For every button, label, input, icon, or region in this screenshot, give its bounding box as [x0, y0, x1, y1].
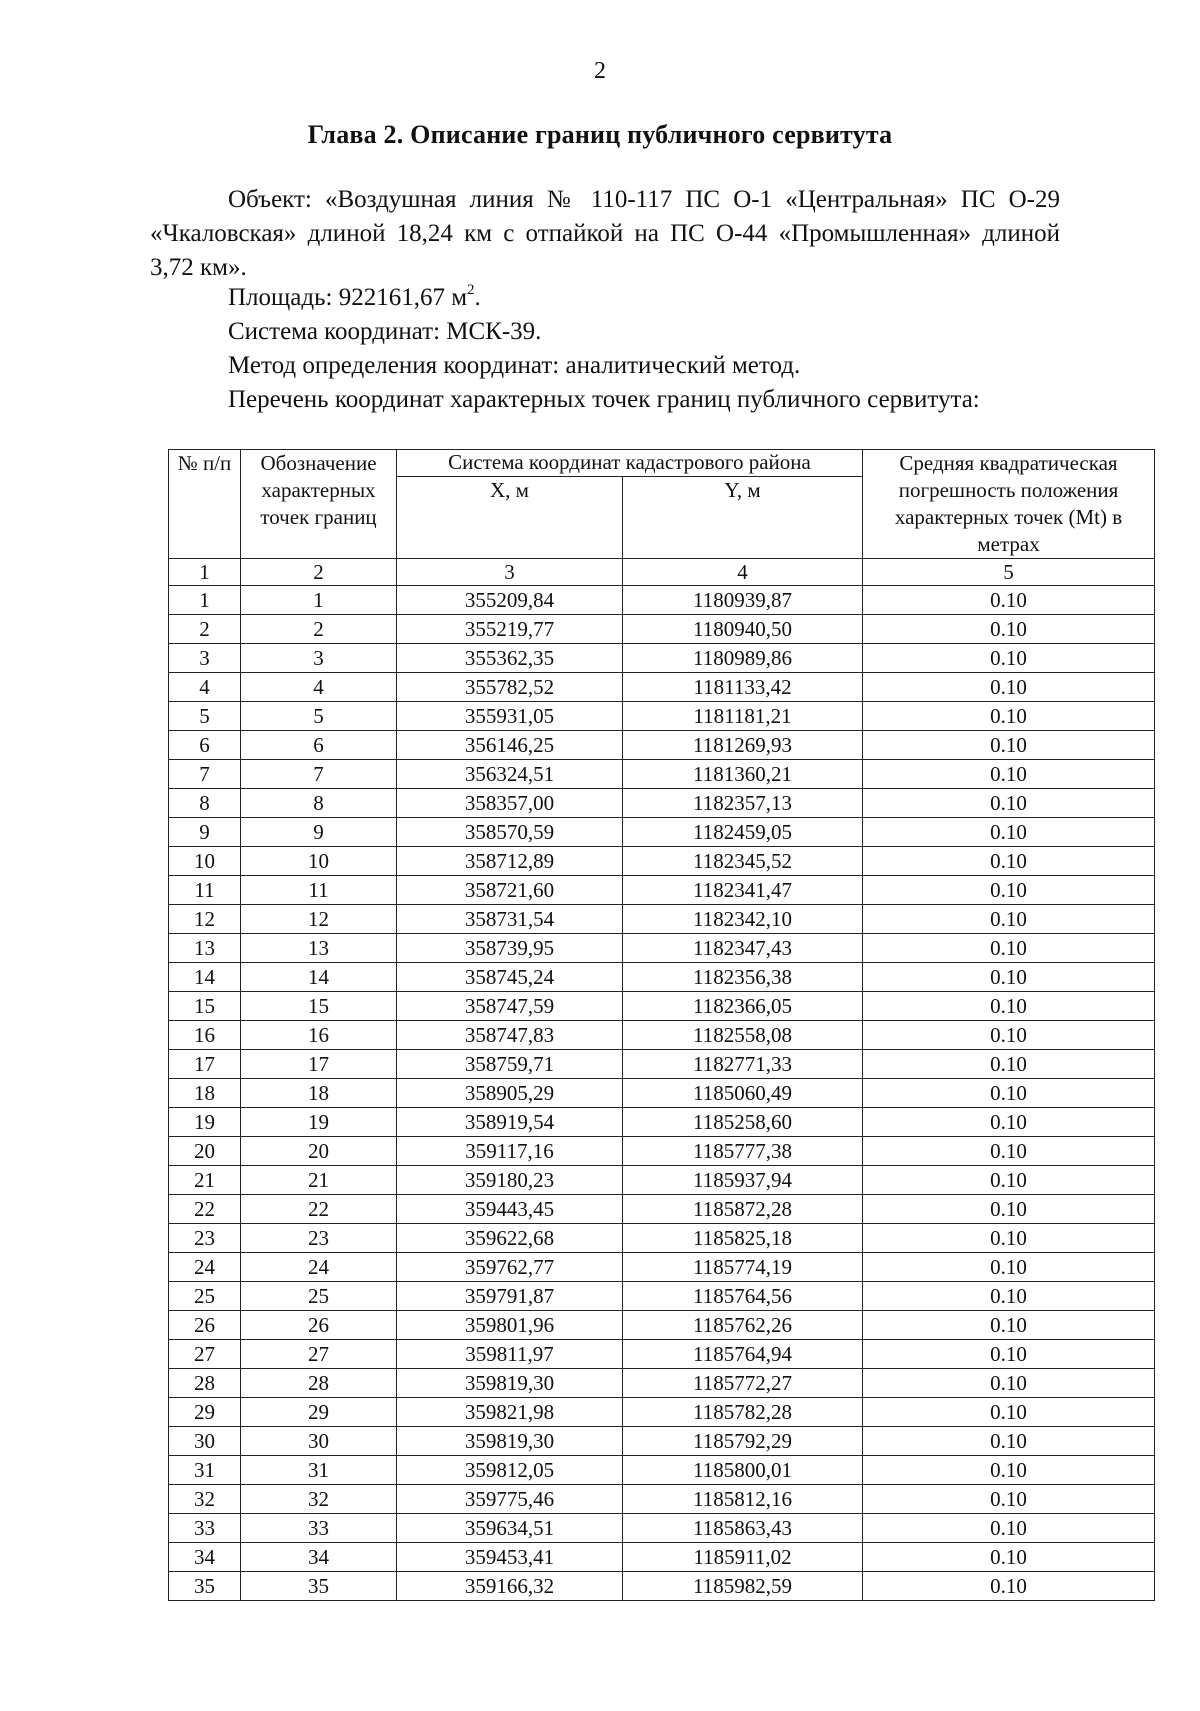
- y-coordinate: 1181133,42: [623, 673, 863, 702]
- row-number: 21: [169, 1166, 241, 1195]
- row-number: 34: [169, 1543, 241, 1572]
- mt-error: 0.10: [863, 847, 1155, 876]
- x-coordinate: 358712,89: [397, 847, 623, 876]
- x-coordinate: 356146,25: [397, 731, 623, 760]
- y-coordinate: 1182342,10: [623, 905, 863, 934]
- y-coordinate: 1185872,28: [623, 1195, 863, 1224]
- x-coordinate: 359801,96: [397, 1311, 623, 1340]
- point-designation: 32: [241, 1485, 397, 1514]
- table-row: [169, 876, 1155, 905]
- table-row: [169, 847, 1155, 876]
- point-designation: 14: [241, 963, 397, 992]
- y-coordinate: 1181181,21: [623, 702, 863, 731]
- mt-error: 0.10: [863, 586, 1155, 615]
- row-number: 32: [169, 1485, 241, 1514]
- x-coordinate: 358747,59: [397, 992, 623, 1021]
- y-coordinate: 1185777,38: [623, 1137, 863, 1166]
- x-coordinate: 359819,30: [397, 1427, 623, 1456]
- column-number: 4: [623, 559, 863, 586]
- x-coordinate: 358731,54: [397, 905, 623, 934]
- table-row: [169, 586, 1155, 615]
- point-designation: 26: [241, 1311, 397, 1340]
- point-designation: 17: [241, 1050, 397, 1079]
- area-label: Площадь: 922161,67 м: [228, 284, 468, 311]
- x-coordinate: 359811,97: [397, 1340, 623, 1369]
- point-designation: 30: [241, 1427, 397, 1456]
- row-number: 28: [169, 1369, 241, 1398]
- mt-error: 0.10: [863, 934, 1155, 963]
- table-row: [169, 1021, 1155, 1050]
- y-coordinate: 1185774,19: [623, 1253, 863, 1282]
- x-coordinate: 358721,60: [397, 876, 623, 905]
- y-coordinate: 1182347,43: [623, 934, 863, 963]
- table-row: [169, 1195, 1155, 1224]
- y-coordinate: 1185060,49: [623, 1079, 863, 1108]
- row-number: 20: [169, 1137, 241, 1166]
- mt-error: 0.10: [863, 702, 1155, 731]
- y-coordinate: 1185762,26: [623, 1311, 863, 1340]
- row-number: 27: [169, 1340, 241, 1369]
- mt-error: 0.10: [863, 992, 1155, 1021]
- table-row: [169, 1253, 1155, 1282]
- mt-error: 0.10: [863, 1340, 1155, 1369]
- mt-error: 0.10: [863, 644, 1155, 673]
- y-coordinate: 1185764,94: [623, 1340, 863, 1369]
- row-number: 8: [169, 789, 241, 818]
- table-row: [169, 1485, 1155, 1514]
- row-number: 2: [169, 615, 241, 644]
- table-row: [169, 818, 1155, 847]
- header-designation: Обозначение характерных точек границ: [241, 450, 397, 559]
- point-designation: 20: [241, 1137, 397, 1166]
- point-designation: 10: [241, 847, 397, 876]
- x-coordinate: 359812,05: [397, 1456, 623, 1485]
- table-row: [169, 760, 1155, 789]
- row-number: 17: [169, 1050, 241, 1079]
- area-unit-superscript: 2: [467, 282, 475, 298]
- table-row: [169, 992, 1155, 1021]
- point-designation: 7: [241, 760, 397, 789]
- y-coordinate: 1182771,33: [623, 1050, 863, 1079]
- area-line: [228, 284, 481, 312]
- x-coordinate: 359180,23: [397, 1166, 623, 1195]
- y-coordinate: 1185911,02: [623, 1543, 863, 1572]
- row-number: 24: [169, 1253, 241, 1282]
- point-designation: 19: [241, 1108, 397, 1137]
- row-number: 7: [169, 760, 241, 789]
- mt-error: 0.10: [863, 1369, 1155, 1398]
- column-number: 2: [241, 559, 397, 586]
- mt-error: 0.10: [863, 1456, 1155, 1485]
- table-row: [169, 1514, 1155, 1543]
- table-body: [169, 586, 1155, 1601]
- mt-error: 0.10: [863, 1195, 1155, 1224]
- mt-error: 0.10: [863, 615, 1155, 644]
- mt-error: 0.10: [863, 1021, 1155, 1050]
- row-number: 5: [169, 702, 241, 731]
- point-designation: 13: [241, 934, 397, 963]
- mt-error: 0.10: [863, 1572, 1155, 1601]
- x-coordinate: 355782,52: [397, 673, 623, 702]
- y-coordinate: 1180939,87: [623, 586, 863, 615]
- table-row: [169, 1137, 1155, 1166]
- y-coordinate: 1185812,16: [623, 1485, 863, 1514]
- table-row: [169, 702, 1155, 731]
- point-designation: 33: [241, 1514, 397, 1543]
- row-number: 25: [169, 1282, 241, 1311]
- point-designation: 28: [241, 1369, 397, 1398]
- row-number: 15: [169, 992, 241, 1021]
- table-row: [169, 731, 1155, 760]
- x-coordinate: 359634,51: [397, 1514, 623, 1543]
- mt-error: 0.10: [863, 1398, 1155, 1427]
- row-number: 16: [169, 1021, 241, 1050]
- x-coordinate: 355362,35: [397, 644, 623, 673]
- mt-error: 0.10: [863, 1166, 1155, 1195]
- mt-error: 0.10: [863, 1282, 1155, 1311]
- coordinate-system: Система координат: МСК-39.: [228, 318, 542, 345]
- row-number: 12: [169, 905, 241, 934]
- table-row: [169, 1311, 1155, 1340]
- coordinate-list-heading: Перечень координат характерных точек границ публичного сервитута:: [228, 386, 980, 413]
- row-number: 26: [169, 1311, 241, 1340]
- x-coordinate: 359762,77: [397, 1253, 623, 1282]
- row-number: 1: [169, 586, 241, 615]
- table-row: [169, 644, 1155, 673]
- mt-error: 0.10: [863, 1137, 1155, 1166]
- chapter-title: Глава 2. Описание границ публичного сервитута: [307, 120, 893, 149]
- table-row: [169, 1340, 1155, 1369]
- table-row: [169, 673, 1155, 702]
- row-number: 6: [169, 731, 241, 760]
- x-coordinate: 358357,00: [397, 789, 623, 818]
- table-row: [169, 1572, 1155, 1601]
- table-row: [169, 1369, 1155, 1398]
- row-number: 30: [169, 1427, 241, 1456]
- table-row: [169, 1282, 1155, 1311]
- point-designation: 25: [241, 1282, 397, 1311]
- header-coord-system: Система координат кадастрового района: [397, 450, 863, 477]
- y-coordinate: 1185937,94: [623, 1166, 863, 1195]
- row-number: 10: [169, 847, 241, 876]
- row-number: 29: [169, 1398, 241, 1427]
- row-number: 31: [169, 1456, 241, 1485]
- mt-error: 0.10: [863, 1514, 1155, 1543]
- row-number: 33: [169, 1514, 241, 1543]
- header-num: № п/п: [169, 450, 241, 559]
- row-number: 14: [169, 963, 241, 992]
- y-coordinate: 1181360,21: [623, 760, 863, 789]
- column-number: 5: [863, 559, 1155, 586]
- point-designation: 11: [241, 876, 397, 905]
- point-designation: 18: [241, 1079, 397, 1108]
- row-number: 3: [169, 644, 241, 673]
- point-designation: 12: [241, 905, 397, 934]
- mt-error: 0.10: [863, 1253, 1155, 1282]
- row-number: 18: [169, 1079, 241, 1108]
- table-row: [169, 789, 1155, 818]
- mt-error: 0.10: [863, 1050, 1155, 1079]
- y-coordinate: 1185825,18: [623, 1224, 863, 1253]
- point-designation: 24: [241, 1253, 397, 1282]
- x-coordinate: 359443,45: [397, 1195, 623, 1224]
- mt-error: 0.10: [863, 876, 1155, 905]
- column-number: 1: [169, 559, 241, 586]
- point-designation: 16: [241, 1021, 397, 1050]
- x-coordinate: 359117,16: [397, 1137, 623, 1166]
- table-row: [169, 1398, 1155, 1427]
- x-coordinate: 355219,77: [397, 615, 623, 644]
- column-number-row: [169, 559, 1155, 586]
- mt-error: 0.10: [863, 963, 1155, 992]
- table-row: [169, 1050, 1155, 1079]
- header-y: Y, м: [623, 476, 863, 558]
- y-coordinate: 1182345,52: [623, 847, 863, 876]
- point-designation: 8: [241, 789, 397, 818]
- y-coordinate: 1182366,05: [623, 992, 863, 1021]
- mt-error: 0.10: [863, 1108, 1155, 1137]
- table-row: [169, 1456, 1155, 1485]
- x-coordinate: 359821,98: [397, 1398, 623, 1427]
- y-coordinate: 1185863,43: [623, 1514, 863, 1543]
- point-designation: 34: [241, 1543, 397, 1572]
- row-number: 35: [169, 1572, 241, 1601]
- x-coordinate: 358570,59: [397, 818, 623, 847]
- table-row: [169, 1543, 1155, 1572]
- mt-error: 0.10: [863, 1543, 1155, 1572]
- mt-error: 0.10: [863, 731, 1155, 760]
- x-coordinate: 358919,54: [397, 1108, 623, 1137]
- point-designation: 35: [241, 1572, 397, 1601]
- mt-error: 0.10: [863, 1485, 1155, 1514]
- table-row: [169, 1079, 1155, 1108]
- mt-error: 0.10: [863, 1224, 1155, 1253]
- mt-error: 0.10: [863, 789, 1155, 818]
- table-row: [169, 1224, 1155, 1253]
- mt-error: 0.10: [863, 1427, 1155, 1456]
- y-coordinate: 1182558,08: [623, 1021, 863, 1050]
- x-coordinate: 355931,05: [397, 702, 623, 731]
- x-coordinate: 355209,84: [397, 586, 623, 615]
- row-number: 13: [169, 934, 241, 963]
- y-coordinate: 1185982,59: [623, 1572, 863, 1601]
- page-number: 2: [594, 58, 606, 84]
- y-coordinate: 1185258,60: [623, 1108, 863, 1137]
- point-designation: 22: [241, 1195, 397, 1224]
- y-coordinate: 1182356,38: [623, 963, 863, 992]
- point-designation: 31: [241, 1456, 397, 1485]
- header-x: X, м: [397, 476, 623, 558]
- table-row: [169, 1166, 1155, 1195]
- point-designation: 27: [241, 1340, 397, 1369]
- y-coordinate: 1185792,29: [623, 1427, 863, 1456]
- row-number: 23: [169, 1224, 241, 1253]
- y-coordinate: 1180940,50: [623, 615, 863, 644]
- y-coordinate: 1182341,47: [623, 876, 863, 905]
- mt-error: 0.10: [863, 1079, 1155, 1108]
- area-end: .: [474, 284, 481, 311]
- point-designation: 21: [241, 1166, 397, 1195]
- mt-error: 0.10: [863, 905, 1155, 934]
- y-coordinate: 1181269,93: [623, 731, 863, 760]
- table-row: [169, 1108, 1155, 1137]
- point-designation: 29: [241, 1398, 397, 1427]
- point-designation: 2: [241, 615, 397, 644]
- y-coordinate: 1185764,56: [623, 1282, 863, 1311]
- row-number: 11: [169, 876, 241, 905]
- table-row: [169, 963, 1155, 992]
- y-coordinate: 1180989,86: [623, 644, 863, 673]
- coordinate-method: Метод определения координат: аналитический метод.: [228, 352, 801, 379]
- x-coordinate: 359166,32: [397, 1572, 623, 1601]
- table-row: [169, 934, 1155, 963]
- y-coordinate: 1185800,01: [623, 1456, 863, 1485]
- table-row: [169, 615, 1155, 644]
- y-coordinate: 1185782,28: [623, 1398, 863, 1427]
- x-coordinate: 358905,29: [397, 1079, 623, 1108]
- point-designation: 1: [241, 586, 397, 615]
- y-coordinate: 1182459,05: [623, 818, 863, 847]
- row-number: 9: [169, 818, 241, 847]
- x-coordinate: 358759,71: [397, 1050, 623, 1079]
- table-row: [169, 1427, 1155, 1456]
- point-designation: 15: [241, 992, 397, 1021]
- mt-error: 0.10: [863, 760, 1155, 789]
- y-coordinate: 1182357,13: [623, 789, 863, 818]
- point-designation: 4: [241, 673, 397, 702]
- x-coordinate: 359819,30: [397, 1369, 623, 1398]
- x-coordinate: 358747,83: [397, 1021, 623, 1050]
- mt-error: 0.10: [863, 673, 1155, 702]
- row-number: 4: [169, 673, 241, 702]
- x-coordinate: 359453,41: [397, 1543, 623, 1572]
- x-coordinate: 359622,68: [397, 1224, 623, 1253]
- mt-error: 0.10: [863, 818, 1155, 847]
- row-number: 19: [169, 1108, 241, 1137]
- point-designation: 23: [241, 1224, 397, 1253]
- x-coordinate: 358745,24: [397, 963, 623, 992]
- x-coordinate: 356324,51: [397, 760, 623, 789]
- row-number: 22: [169, 1195, 241, 1224]
- point-designation: 9: [241, 818, 397, 847]
- point-designation: 5: [241, 702, 397, 731]
- y-coordinate: 1185772,27: [623, 1369, 863, 1398]
- x-coordinate: 358739,95: [397, 934, 623, 963]
- column-number: 3: [397, 559, 623, 586]
- point-designation: 3: [241, 644, 397, 673]
- point-designation: 6: [241, 731, 397, 760]
- x-coordinate: 359791,87: [397, 1282, 623, 1311]
- object-description: Объект: «Воздушная линия № 110-117 ПС О-1 «Центральная» ПС О-29 «Чкаловская» длиной 18,24 км с отпайкой на ПС О-44 «Промышленная» длиной 3,72 км».: [150, 186, 1060, 281]
- table-row: [169, 905, 1155, 934]
- mt-error: 0.10: [863, 1311, 1155, 1340]
- coordinates-table: [168, 449, 1155, 1601]
- x-coordinate: 359775,46: [397, 1485, 623, 1514]
- header-error: Средняя квадратическая погрешность положения характерных точек (Mt) в метрах: [863, 450, 1155, 559]
